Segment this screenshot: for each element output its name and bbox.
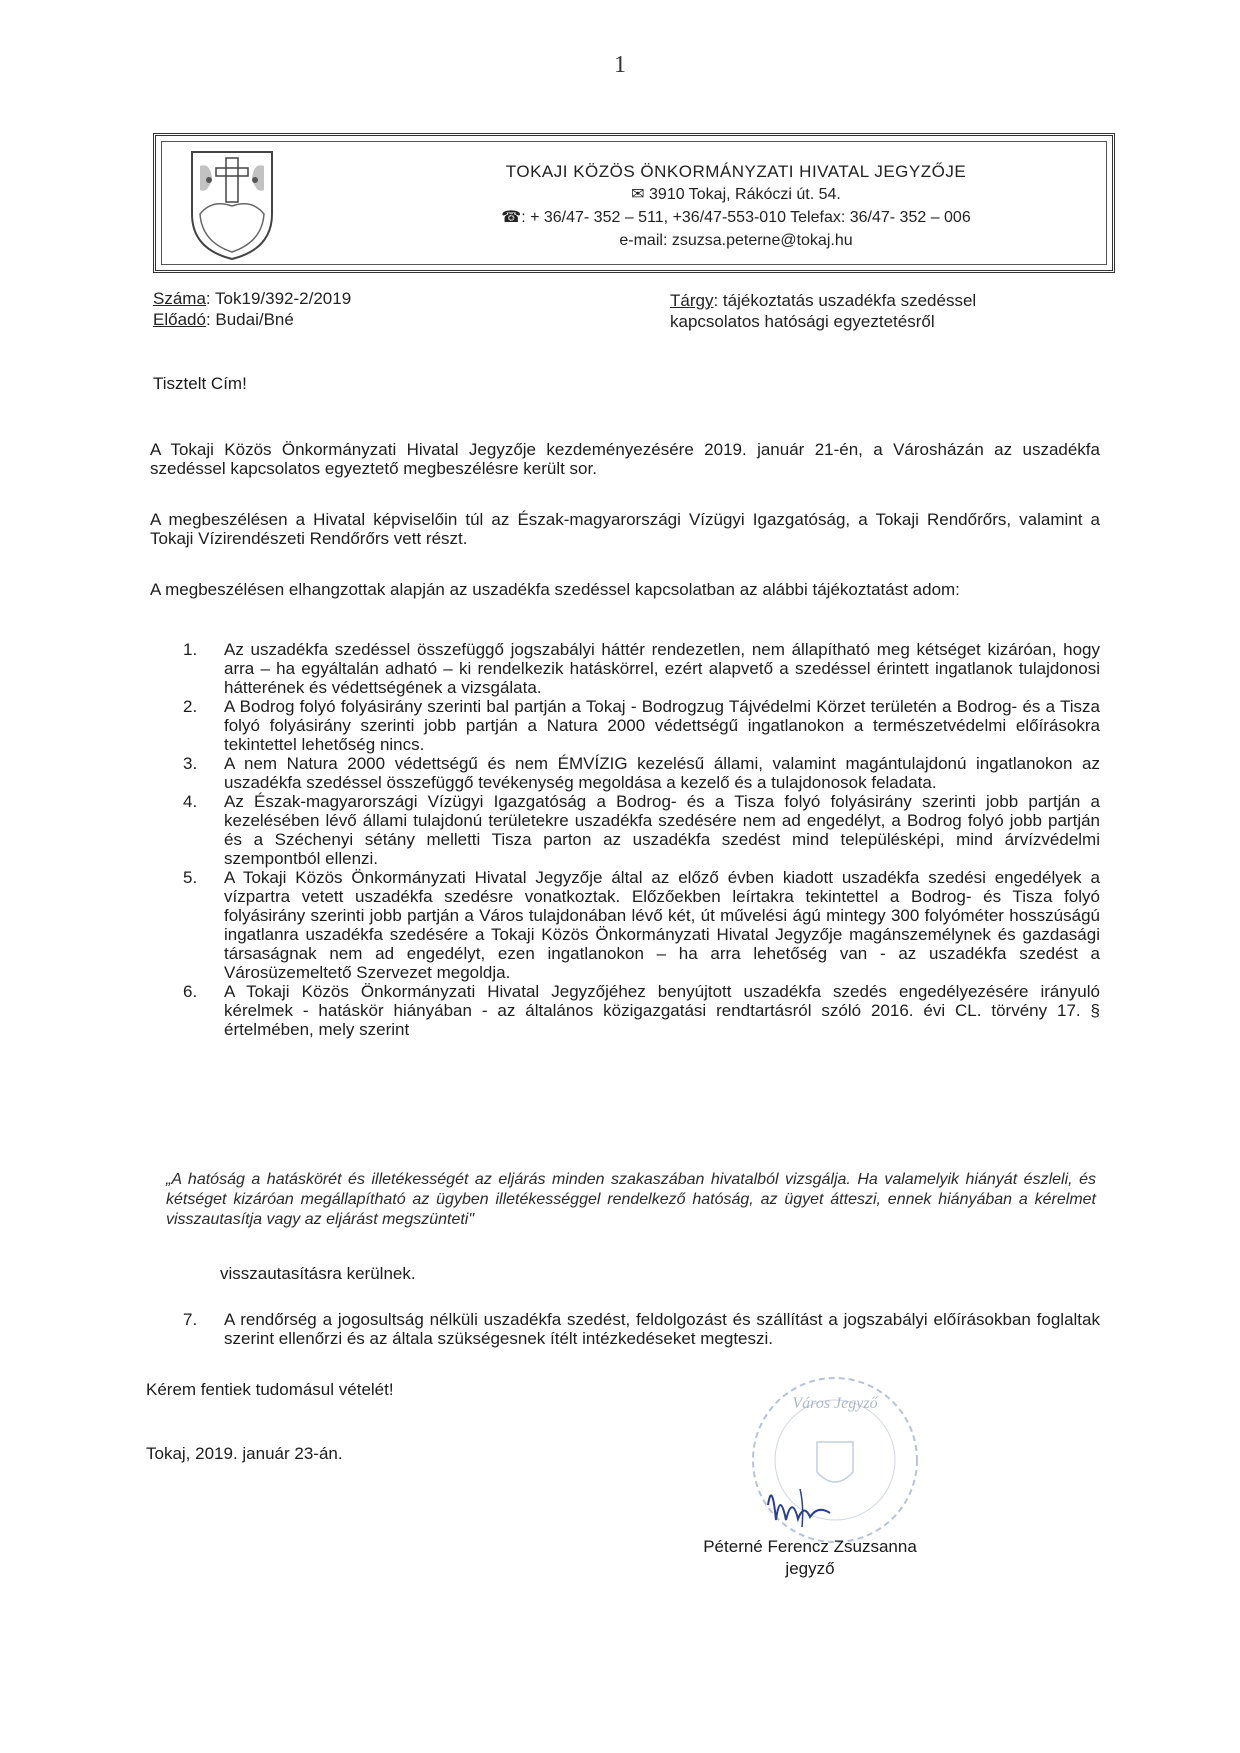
numbered-list-cont <box>150 1310 1100 1348</box>
eloado-label: Előadó <box>153 310 206 329</box>
signatory <box>660 1536 960 1580</box>
letterhead-text <box>386 160 1086 252</box>
office-name: TOKAJI KÖZÖS ÖNKORMÁNYZATI HIVATAL JEGYZŐJE <box>505 162 967 181</box>
list-item: 1. Az uszadékfa szedéssel összefüggő jogszabályi háttér rendezetlen, nem állapítható meg kétséget kizáróan, hogy arra – ha egyáltalán adható – ki rendelkezik hatáskörrel, ezért alapvető a szedéssel érintett ingatlanok tulajdonosi hátterének és védettségének a vizsgálata. <box>183 640 1100 697</box>
list-item: 5. A Tokaji Közös Önkormányzati Hivatal Jegyzője által az előző évben kiadott uszadékfa szedési engedélyek a vízpartra vetett uszadékfa szedésre vonatkoztak. Előzőekben leírtakra tekintettel a Bodrog- és Tisza folyó folyásirány szerinti jobb partján a Város tulajdonában lévő két, út művelési ágú mintegy 300 folyóméter hosszúságú ingatlanra uszadékfa szedésére a Tokaji Közös Önkormányzati Hivatal Jegyzője magánszemélynek és gazdasági társaságnak nem ad engedélyt, ezen ingatlanokon – ha arra lehetőség van - az uszadékfa szedést a Városüzemeltető Szervezet megoldja. <box>183 868 1100 982</box>
closing-line: Kérem fentiek tudomásul vételét! <box>146 1380 394 1399</box>
legal-quote: „A hatóság a hatáskörét és illetékességét az eljárás minden szakaszában hivatalból vizsgálja. Ha valamelyik hiányát észleli, és kétséget kizáróan megállapítható az ügyben illetékességgel rendelkező hatóság, az ügyet átteszi, ennek hiányában a kérelmet visszautasítja vagy az eljárást megszünteti" <box>166 1171 1096 1228</box>
targy-value: : tájékoztatás uszadékfa szedéssel kapcsolatos hatósági egyeztetésről <box>670 291 977 331</box>
after-quote-text: visszautasításra kerülnek. <box>220 1264 416 1283</box>
paragraph-intro: A Tokaji Közös Önkormányzati Hivatal Jegyzője kezdeményezésére 2019. január 21-én, a Városházán az uszadékfa szedéssel kapcsolatos egyeztető megbeszélésre került sor. <box>150 440 1100 478</box>
email-line: e-mail: zsuzsa.peterne@tokaj.hu <box>619 232 853 249</box>
signer-name: Péterné Ferencz Zsuzsanna <box>703 1537 917 1556</box>
phone-line <box>386 206 1086 229</box>
szama-value: : Tok19/392-2/2019 <box>205 289 352 308</box>
reference-block <box>153 288 351 330</box>
address-line <box>386 183 1086 206</box>
list-item: 2. A Bodrog folyó folyásirány szerinti bal partján a Tokaj - Bodrogzug Tájvédelmi Körzet területén a Bodrog- és a Tisza folyó folyásirány szerinti jobb partján a Natura 2000 védettségű ingatlanokon a természetvédelmi előírásokra tekintettel lehetőség nincs. <box>183 697 1100 754</box>
list-item: 7. A rendőrség a jogosultság nélküli uszadékfa szedést, feldolgozást és szállítást a jogszabályi előírásokban foglaltak szerint ellenőrzi és az általa szükségesnek ítélt intézkedéseket megteszi. <box>183 1310 1100 1348</box>
szama-label: Száma <box>153 289 206 308</box>
list-item: 3. A nem Natura 2000 védettségű és nem ÉMVÍZIG kezelésű állami, valamint magántulajdonú ingatlanokon az uszadékfa szedéssel összefüggő tevékenység megoldása a kezelő és a tulajdonosok feladata. <box>183 754 1100 792</box>
signer-title: jegyző <box>785 1559 835 1578</box>
handwritten-signature <box>760 1475 850 1535</box>
eloado-value: : Budai/Bné <box>205 310 294 329</box>
greeting: Tisztelt Cím! <box>153 374 247 393</box>
page-number: 1 <box>614 52 626 78</box>
place-date: Tokaj, 2019. január 23-án. <box>146 1444 343 1463</box>
crest-icon <box>182 144 282 264</box>
envelope-icon: ✉ <box>631 186 645 203</box>
paragraph-lead-in: A megbeszélésen elhangzottak alapján az uszadékfa szedéssel kapcsolatban az alábbi tájékoztatást adom: <box>150 580 960 599</box>
letterhead <box>153 133 1115 273</box>
address: 3910 Tokaj, Rákóczi út. 54. <box>649 186 841 203</box>
paragraph-participants: A megbeszélésen a Hivatal képviselőin túl az Észak-magyarországi Vízügyi Igazgatóság, a Tokaji Rendőrőrs, valamint a Tokaji Vízirendészeti Rendőrőrs vett részt. <box>150 510 1100 548</box>
targy-label: Tárgy <box>670 291 714 310</box>
subject-block <box>670 290 1050 332</box>
phone-numbers: : + 36/47- 352 – 511, +36/47-553-010 Telefax: 36/47- 352 – 006 <box>521 209 971 226</box>
stamp-text: Város Jegyző <box>792 1395 878 1412</box>
list-item: 6. A Tokaji Közös Önkormányzati Hivatal Jegyzőjéhez benyújtott uszadékfa szedés engedélyezésére irányuló kérelmek - hatáskör hiányában - az általános közigazgatási rendtartásról szóló 2016. évi CL. törvény 17. § értelmében, mely szerint <box>183 982 1100 1039</box>
numbered-list <box>150 640 1100 1039</box>
list-item: 4. Az Észak-magyarországi Vízügyi Igazgatóság a Bodrog- és a Tisza folyó folyásirány szerinti jobb partján a kezelésében lévő állami tulajdonú területekre uszadékfa szedésére nem ad engedélyt, a Bodrog folyó jobb partján és a Széchenyi sétány melletti Tisza parton az uszadékfa szedést mind településképi, mind árvízvédelmi szempontból ellenzi. <box>183 792 1100 868</box>
phone-icon: ☎ <box>501 209 522 226</box>
